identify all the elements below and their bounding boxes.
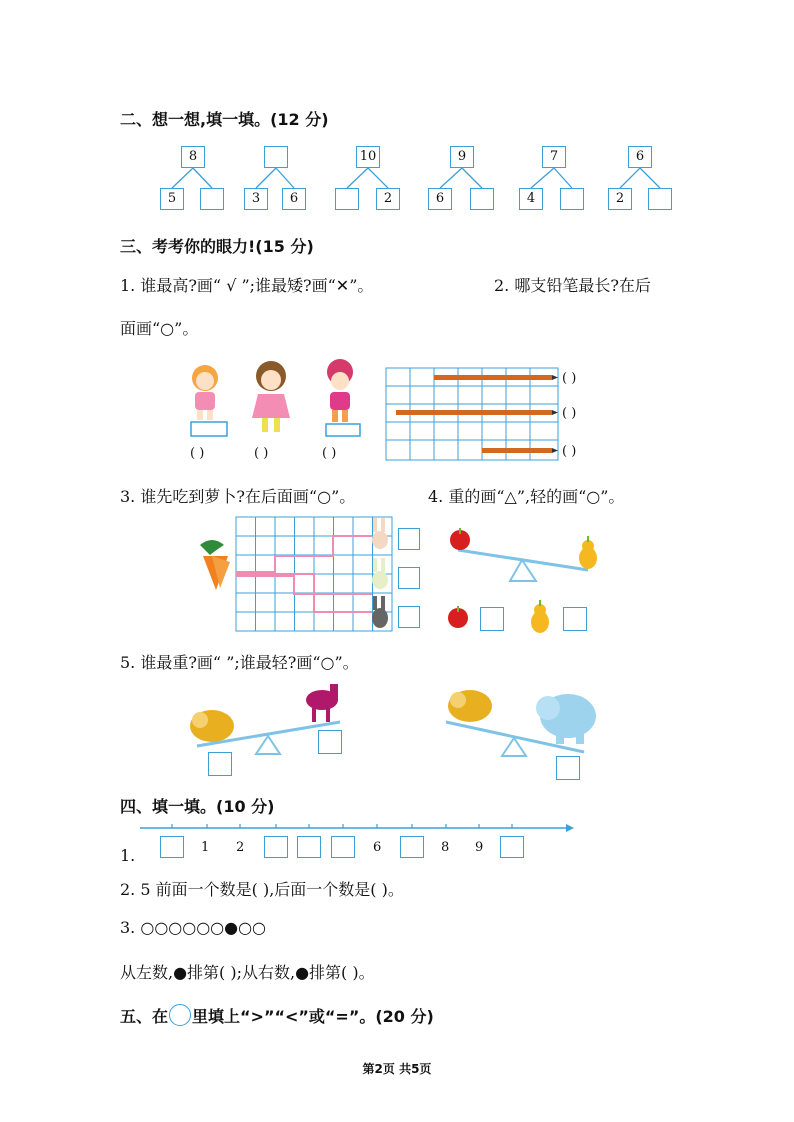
numberline-box[interactable] <box>400 836 424 858</box>
bond-top-box: 9 <box>450 146 474 168</box>
numberline-box[interactable] <box>297 836 321 858</box>
bond-left-box: 3 <box>244 188 268 210</box>
bond-left-box: 2 <box>608 188 632 210</box>
pencil-answer-paren[interactable]: ( ) <box>562 371 577 386</box>
question-5: 5. 谁最重?画“ ”;谁最轻?画“○”。 <box>120 653 359 672</box>
numberline-number: 1 <box>201 840 210 855</box>
question-3: 3. 谁先吃到萝卜?在后面画“○”。 <box>120 487 356 506</box>
section4-heading: 四、填一填。(10 分) <box>120 797 275 816</box>
numberline-box[interactable] <box>331 836 355 858</box>
section5-heading-pre: 五、在 <box>120 1007 169 1026</box>
answer-paren[interactable]: ( ) <box>190 446 205 461</box>
numberline-number: 6 <box>373 840 382 855</box>
bond-top-box: 6 <box>628 146 652 168</box>
question-4-3-cont: 从左数,●排第( );从右数,●排第( )。 <box>120 963 375 982</box>
bond-left-box: 6 <box>428 188 452 210</box>
question-4: 4. 重的画“△”,轻的画“○”。 <box>428 487 625 506</box>
bond-top-box: 10 <box>356 146 380 168</box>
answer-paren[interactable]: ( ) <box>254 446 269 461</box>
section5-heading-post: 里填上“>”“<”或“=”。(20 分) <box>192 1007 434 1026</box>
section3-heading: 三、考考你的眼力!(15 分) <box>120 237 314 256</box>
answer-paren[interactable]: ( ) <box>322 446 337 461</box>
bond-top-box: 8 <box>181 146 205 168</box>
numberline-number: 2 <box>236 840 245 855</box>
question-2: 2. 哪支铅笔最长?在后 <box>494 276 651 295</box>
numberline-number: 9 <box>475 840 484 855</box>
bond-right-box: 2 <box>376 188 400 210</box>
question-4-3: 3. ○○○○○○●○○ <box>120 918 266 937</box>
bond-left-box: 4 <box>519 188 543 210</box>
question-1: 1. 谁最高?画“ √ ”;谁最矮?画“✕”。 <box>120 276 374 295</box>
numberline-box[interactable] <box>160 836 184 858</box>
bond-top-box: 7 <box>542 146 566 168</box>
numberline-label: 1. <box>120 846 136 865</box>
section5-heading <box>120 1004 434 1027</box>
pencil-answer-paren[interactable]: ( ) <box>562 444 577 459</box>
numberline-number: 8 <box>441 840 450 855</box>
bond-left-box: 5 <box>160 188 184 210</box>
question-4-2: 2. 5 前面一个数是( ),后面一个数是( )。 <box>120 880 404 899</box>
section2-heading: 二、想一想,填一填。(12 分) <box>120 110 329 129</box>
numberline-box[interactable] <box>264 836 288 858</box>
numberline-box[interactable] <box>500 836 524 858</box>
comparison-circle-icon <box>169 1004 191 1026</box>
page-footer: 第2页 共5页 <box>362 1062 432 1076</box>
pencil-answer-paren[interactable]: ( ) <box>562 406 577 421</box>
bond-right-box: 6 <box>282 188 306 210</box>
question-2-cont: 面画“○”。 <box>120 319 199 338</box>
